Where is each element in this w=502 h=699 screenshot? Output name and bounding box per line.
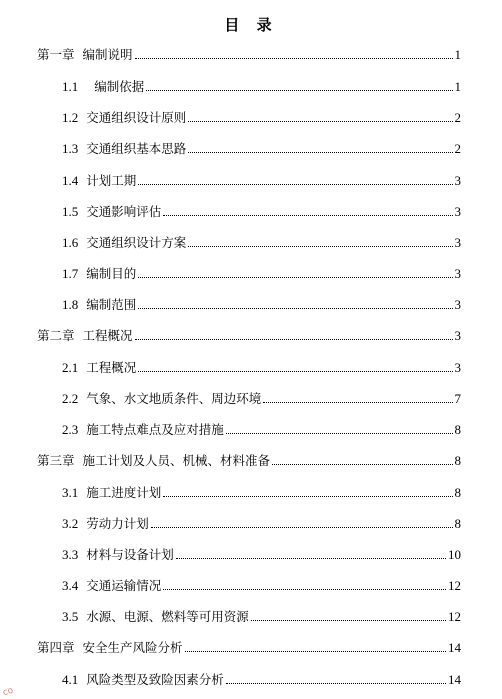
dot-leader bbox=[272, 463, 452, 465]
toc-label: 水源、电源、燃料等可用资源 bbox=[86, 609, 249, 624]
dot-leader bbox=[146, 89, 452, 91]
toc-entry-section[interactable] bbox=[62, 391, 461, 407]
watermark-logo: co bbox=[1, 685, 15, 699]
toc-label: 编制范围 bbox=[86, 297, 137, 312]
toc-entry-chapter-4[interactable] bbox=[37, 640, 461, 656]
toc-number: 1.5 bbox=[62, 204, 79, 219]
toc-number: 2.3 bbox=[62, 422, 79, 437]
toc-entry-chapter-2[interactable] bbox=[37, 328, 461, 344]
dot-leader bbox=[138, 276, 452, 278]
toc-number: 1.8 bbox=[62, 297, 79, 312]
dot-leader bbox=[138, 183, 452, 185]
dot-leader bbox=[263, 401, 452, 403]
dot-leader bbox=[185, 650, 446, 652]
toc-entry-section[interactable] bbox=[62, 79, 461, 95]
toc-label: 施工进度计划 bbox=[86, 485, 162, 500]
toc-page-number: 8 bbox=[454, 485, 461, 500]
toc-entry-section[interactable] bbox=[62, 485, 461, 501]
toc-entry-section[interactable] bbox=[62, 578, 461, 594]
toc-entry-section[interactable] bbox=[62, 360, 461, 376]
toc-title: 目 录 bbox=[224, 16, 278, 34]
toc-label: 风险类型及致险因素分析 bbox=[86, 672, 224, 687]
toc-page-number: 3 bbox=[454, 204, 461, 219]
toc-entry-section[interactable] bbox=[62, 516, 461, 532]
toc-label: 材料与设备计划 bbox=[86, 547, 174, 562]
toc-entry-section[interactable] bbox=[62, 235, 461, 251]
toc-page-number: 3 bbox=[454, 173, 461, 188]
toc-number: 3.4 bbox=[62, 578, 79, 593]
toc-label: 工程概况 bbox=[82, 328, 133, 343]
toc-page-number: 3 bbox=[454, 360, 461, 375]
toc-label: 安全生产风险分析 bbox=[82, 640, 183, 655]
toc-label: 交通影响评估 bbox=[86, 204, 162, 219]
toc-number: 第三章 bbox=[37, 453, 75, 468]
toc-page-number: 12 bbox=[448, 609, 461, 624]
toc-page-number: 1 bbox=[454, 79, 461, 94]
toc-label: 交通组织设计原则 bbox=[86, 110, 187, 125]
toc-entry-section[interactable] bbox=[62, 547, 461, 563]
toc-entry-section[interactable] bbox=[62, 141, 461, 157]
dot-leader bbox=[135, 57, 453, 59]
toc-page-number: 14 bbox=[448, 672, 461, 687]
toc-page-number: 3 bbox=[454, 266, 461, 281]
toc-number: 第一章 bbox=[37, 47, 75, 62]
toc-number: 2.2 bbox=[62, 391, 79, 406]
toc-entry-section[interactable] bbox=[62, 266, 461, 282]
toc-number: 1.1 bbox=[62, 79, 79, 94]
dot-leader bbox=[138, 370, 452, 372]
dot-leader bbox=[138, 307, 452, 309]
toc-entry-section[interactable] bbox=[62, 422, 461, 438]
toc-number: 3.2 bbox=[62, 516, 79, 531]
toc-page-number: 2 bbox=[454, 141, 461, 156]
toc-number: 4.1 bbox=[62, 672, 79, 687]
dot-leader bbox=[188, 245, 452, 247]
toc-label: 交通组织设计方案 bbox=[86, 235, 187, 250]
toc-label: 编制目的 bbox=[86, 266, 137, 281]
dot-leader bbox=[226, 682, 446, 684]
toc-page-number: 10 bbox=[448, 547, 461, 562]
toc-label: 施工计划及人员、机械、材料准备 bbox=[82, 453, 271, 468]
toc-page-number: 12 bbox=[448, 578, 461, 593]
dot-leader bbox=[188, 120, 452, 122]
toc-label: 施工特点难点及应对措施 bbox=[86, 422, 224, 437]
toc-entry-section[interactable] bbox=[62, 173, 461, 189]
toc-page-number: 14 bbox=[448, 640, 461, 655]
toc-number: 1.4 bbox=[62, 173, 79, 188]
toc-entry-chapter-3[interactable] bbox=[37, 453, 461, 469]
toc-number: 1.2 bbox=[62, 110, 79, 125]
dot-leader bbox=[188, 151, 452, 153]
toc-page-number: 8 bbox=[454, 516, 461, 531]
toc-label: 劳动力计划 bbox=[86, 516, 149, 531]
toc-number: 3.1 bbox=[62, 485, 79, 500]
toc-label: 编制说明 bbox=[82, 47, 133, 62]
toc-entry-section[interactable] bbox=[62, 609, 461, 625]
toc-page-number: 3 bbox=[454, 297, 461, 312]
toc-number: 1.3 bbox=[62, 141, 79, 156]
toc-entry-chapter-1[interactable] bbox=[37, 47, 461, 63]
toc-entry-section[interactable] bbox=[62, 110, 461, 126]
dot-leader bbox=[226, 432, 453, 434]
dot-leader bbox=[163, 588, 446, 590]
dot-leader bbox=[163, 214, 452, 216]
toc-number: 第四章 bbox=[37, 640, 75, 655]
toc-page-number: 3 bbox=[454, 235, 461, 250]
dot-leader bbox=[163, 495, 452, 497]
toc-number: 1.6 bbox=[62, 235, 79, 250]
toc-page-number: 8 bbox=[454, 422, 461, 437]
toc-label: 编制依据 bbox=[94, 79, 145, 94]
toc-entry-section[interactable] bbox=[62, 204, 461, 220]
toc-page-number: 3 bbox=[454, 328, 461, 343]
toc-page-number: 2 bbox=[454, 110, 461, 125]
toc-label: 交通运输情况 bbox=[86, 578, 162, 593]
toc-number: 3.3 bbox=[62, 547, 79, 562]
toc-page-number: 1 bbox=[454, 47, 461, 62]
toc-label: 计划工期 bbox=[86, 173, 137, 188]
toc-page-number: 8 bbox=[454, 453, 461, 468]
toc-number: 3.5 bbox=[62, 609, 79, 624]
dot-leader bbox=[251, 619, 446, 621]
toc-number: 2.1 bbox=[62, 360, 79, 375]
toc-number: 第二章 bbox=[37, 328, 75, 343]
dot-leader bbox=[151, 526, 453, 528]
dot-leader bbox=[135, 338, 453, 340]
toc-label: 交通组织基本思路 bbox=[86, 141, 187, 156]
toc-label: 工程概况 bbox=[86, 360, 137, 375]
toc-entry-section[interactable] bbox=[62, 297, 461, 313]
dot-leader bbox=[176, 557, 446, 559]
toc-page-number: 7 bbox=[454, 391, 461, 406]
toc-label: 气象、水文地质条件、周边环境 bbox=[86, 391, 262, 406]
toc-entry-section[interactable] bbox=[62, 672, 461, 688]
toc-number: 1.7 bbox=[62, 266, 79, 281]
